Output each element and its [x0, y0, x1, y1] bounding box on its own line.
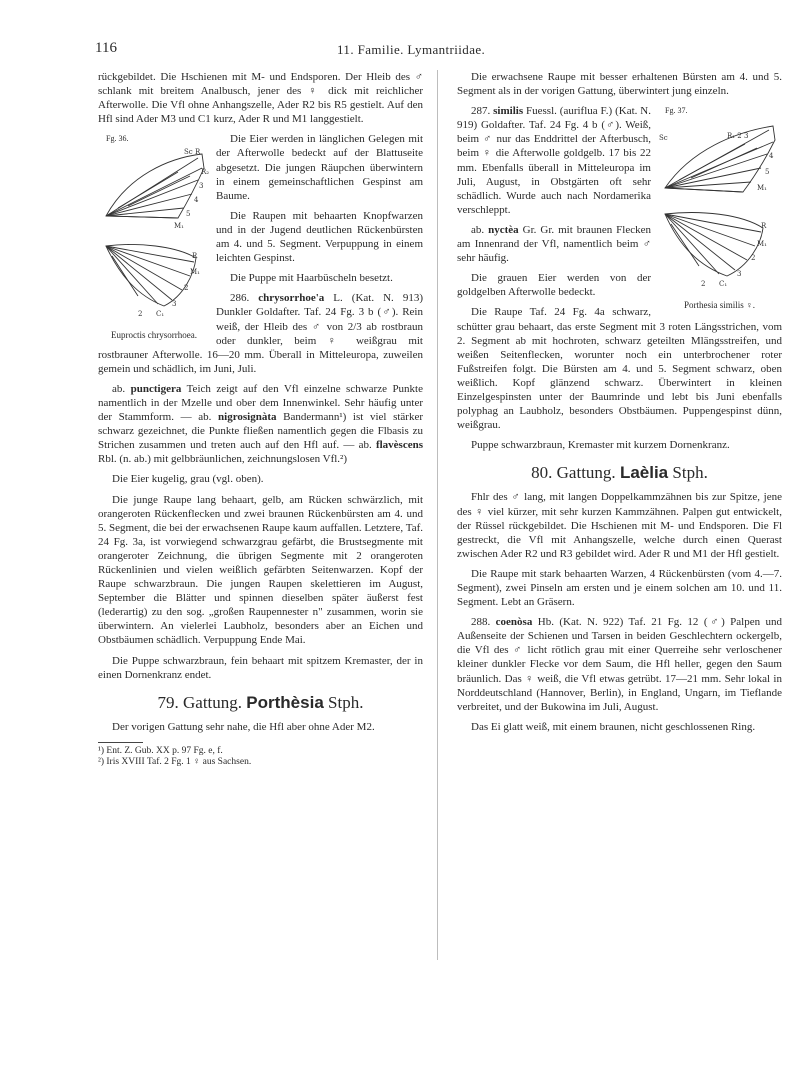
paragraph: Die Raupen mit behaarten Knopfwarzen und in der Jugend deutlichen Rückenbürsten am 4. und 5. Segment. Verpuppung in einem leichten Gespinst. — [216, 209, 423, 265]
column-divider — [437, 70, 438, 960]
aberration-name: nigrosignàta — [218, 411, 277, 424]
page-header — [95, 40, 785, 62]
wing-venation-diagram-icon — [98, 146, 210, 326]
svg-text:3: 3 — [199, 182, 204, 191]
paragraph: Fhlr des ♂ lang, mit langen Doppelkammzähnen bis zur Spitze, jene des ♀ viel kürzer, mit sehr kurzen Kammzähnen. Palpen gut entwickelt, der Rüssel rückgebildet. Die Hschienen mit M- und Endsporen. Die Fl gestreckt, die Vfl mit Anhangszelle, welche durch einen Querast zwischen Ader R2 und R3 gebildet wird. Ader R und M1 der Hfl gestielt. — [457, 491, 782, 560]
figure-label: Fg. 37. — [665, 106, 688, 116]
figure-37 — [657, 104, 782, 312]
svg-text:R₂: R₂ — [201, 168, 210, 177]
footnote: ²) Iris XVIII Taf. 2 Fg. 1 ♀ aus Sachsen. — [98, 756, 252, 767]
genus-heading — [457, 463, 782, 483]
species-number: 287. — [471, 105, 491, 118]
paragraph: Das Ei glatt weiß, mit einem braunen, nicht geschlossenen Ring. — [471, 720, 756, 733]
svg-text:3: 3 — [737, 270, 742, 279]
left-column — [98, 70, 423, 768]
svg-text:Sc: Sc — [659, 134, 668, 143]
species-number: 286. — [230, 292, 250, 305]
paragraph: Die junge Raupe lang behaart, gelb, am Rücken schwärzlich, mit orangeroten Rückenflecken und zwei braunen Rückenbürsten am 4. und 5. Segment, die bei der erwachsenen Raupe kaum auffallen. Letztere, Taf. 24 Fg. 3a, ist vorwiegend schwarzgrau gefärbt, die Brustsegmente mit orangeroter Zeichnung, die übrigen Segmente mit 2 orangeroten Rückenlinien und vielen weißlich gefärbten Seitenwarzen. Kopf der Raupe schwarzbraun. Die jungen Raupen skelettieren im August, September die Blätter und spinnen dieselben später äußerst fest (lederartig) zu den sog. „großen Raupennester n" zusammen, worin sie überwintern. An vielerlei Laubholz, besonders aber an Eichen und Obstbäumen schädlich. Verpuppung Ende Mai. — [98, 493, 423, 647]
species-entry — [457, 615, 782, 714]
paragraph: Die Raupe mit stark behaarten Warzen, 4 Rückenbürsten (vom 4.—7. Segment), zwei Pinseln am ersten und je einem solchen am 10. und 11. Segment. Lebt an Gräsern. — [457, 567, 782, 609]
svg-text:2: 2 — [138, 310, 143, 319]
paragraph: Der vorigen Gattung sehr nahe, die Hfl aber ohne Ader M2. — [112, 720, 375, 733]
svg-text:M₁: M₁ — [174, 222, 184, 231]
species-name: similis — [493, 105, 524, 118]
paragraph: Die Eier werden in länglichen Gelegen mit der Afterwolle bedeckt auf der Blattuseite abgesetzt. Die jungen Räupchen überwintern in einem gemeinschaftlichen Gespinst am Baume. — [216, 133, 423, 202]
svg-text:4: 4 — [194, 196, 199, 205]
footnote-rule — [98, 742, 143, 743]
aberration-name: flavèscens — [375, 439, 423, 452]
genus-name: Porthèsia — [246, 692, 324, 712]
paragraph: Die Puppe schwarzbraun, fein behaart mit spitzem Kremaster, der in einen Dornenkranz endet. — [98, 654, 423, 681]
genus-number: 80. Gattung. — [531, 463, 620, 483]
svg-text:M₁: M₁ — [757, 184, 767, 193]
page-number: 116 — [95, 40, 117, 56]
svg-text:5: 5 — [765, 168, 770, 177]
svg-text:M₁: M₁ — [757, 240, 767, 249]
species-description: L. (Kat. N. 913) Dunkler Goldafter. Taf. 24 Fg. 3 b (♂). Rein weiß, der Hleib des ♂ von 2/3 ab rostbraun oder dunkler, beim ♀ weißgrau mit rostbrauner Afterwolle. 16—20 mm. Überall in Mitteleuropa, zuweilen gemein und schädlich, im Juni, Juli. — [98, 292, 423, 375]
svg-text:5: 5 — [186, 210, 191, 219]
figure-caption: Porthesia similis ♀. — [683, 300, 755, 311]
right-column — [457, 70, 782, 740]
aberration-name: punctigera — [130, 382, 182, 395]
svg-text:Sc R: Sc R — [184, 148, 201, 157]
footnote: ¹) Ent. Z. Gub. XX p. 97 Fg. e, f. — [98, 745, 223, 756]
species-description: Hb. (Kat. N. 922) Taf. 21 Fg. 12 (♂) Palpen und Außenseite der Schienen und Tarsen in beiden Geschlechtern ockergelb, die Vfl des ♂ licht rötlich grau mit einer Querreihe sehr verloschener kleiner dunkler Flecke vor dem Saum, die Hfl heller, gegen den Saum bräunlich. Das ♀ weiß, die Vfl etwas getrübt. 17—21 mm. Sehr lokal in Norddeutschland (Hannover, Berlin), in England, Ungarn, im Tieflande verbreitet, und der Bukowina im Juli, August. — [457, 616, 783, 713]
paragraph: Puppe schwarzbraun, Kremaster mit kurzem Dornenkranz. — [471, 439, 730, 452]
aberration-description: Rbl. (n. ab.) mit gelbbräunlichen, zeichnungslosen Vfl.²) — [98, 453, 348, 466]
svg-text:3: 3 — [172, 300, 177, 309]
svg-text:C₁: C₁ — [156, 310, 165, 319]
ab-prefix: ab. — [112, 382, 131, 395]
figure-caption: Euproctis chrysorrhoea. — [111, 330, 197, 341]
running-title: 11. Familie. Lymantriidae. — [337, 42, 486, 57]
aberration-entry — [98, 382, 423, 467]
species-number: 288. — [471, 616, 491, 629]
aberration-description: Bandermann¹) ist viel stärker schwarz gezeichnet, die Punkte fließen namentlich gegen die Flbasis zu Strichen zusammen und treten auch auf den Hfl auf. — ab. — [98, 411, 424, 452]
svg-text:M₁: M₁ — [190, 268, 200, 277]
svg-text:R: R — [761, 222, 767, 231]
genus-author: Stph. — [668, 463, 708, 483]
ab-prefix: ab. — [471, 223, 489, 236]
svg-text:2: 2 — [751, 254, 756, 263]
svg-text:2: 2 — [184, 284, 189, 293]
paragraph: Die grauen Eier werden von der goldgelben Afterwolle bedeckt. — [457, 272, 651, 299]
paragraph: Die erwachsene Raupe mit besser erhaltenen Bürsten am 4. und 5. Segment als in der vorigen Gattung, überwintert jung einzeln. — [457, 71, 782, 98]
svg-text:2: 2 — [701, 280, 706, 289]
genus-number: 79. Gattung. — [157, 692, 247, 712]
aberration-description: Teich zeigt auf den Vfl einzelne schwarze Punkte namentlich in der Mzelle und ober dem Innenwinkel. Sehr häufig unter der Stammform. — ab. — [98, 382, 423, 424]
genus-heading — [98, 692, 423, 712]
genus-author: Stph. — [323, 692, 364, 712]
figure-label: Fg. 36. — [106, 134, 129, 144]
svg-text:4: 4 — [769, 152, 774, 161]
svg-text:C₁: C₁ — [719, 280, 728, 289]
figure-36 — [98, 132, 210, 342]
svg-text:R₁ 2 3: R₁ 2 3 — [727, 132, 749, 141]
species-name: chrysorrhoe'a — [258, 292, 325, 305]
species-description: Fuessl. (auriflua F.) (Kat. N. 919) Goldafter. Taf. 24 Fg. 4 b (♂). Weiß, beim ♂ nur das Enddrittel der Afterbusch, beim ♀ die Afterwolle goldgelb. 17 bis 22 mm. Ebenfalls überall in Mitteleuropa im Juli, August, in Obstgärten oft sehr schädlich. Wurde auch nach Nordamerika verschleppt. — [457, 105, 652, 216]
paragraph: Die Raupe Taf. 24 Fg. 4a schwarz, schütter grau behaart, das erste Segment mit 3 roten Längsstrichen, vom 2. Segment ab mit hochroten, schwarz geteilten Mlängsstreifen, und weißen Seitenflecken, worunter noch ein unterbrochener roter Fußstreifen folgt. Die Bürsten am 4. und 5. Segment schwarz, oben weißlich. Kopf glänzend schwarz. Überwintert in kleinen Einzelgespinsten unter der Baumrinde und lebt bis Juni ebenfalls polyphag an Laubholz, besonders Obstbäumen. Puppengespinst dünn, weißgrau. — [457, 306, 782, 432]
paragraph: Die Eier kugelig, grau (vgl. oben). — [112, 473, 264, 486]
paragraph: Die Puppe mit Haarbüscheln besetzt. — [230, 272, 393, 285]
genus-name: Laèlia — [619, 463, 669, 483]
aberration-description: Gr. Gr. mit braunen Flecken am Innenrand der Vfl, namentlich beim ♂ sehr häufig. — [457, 223, 651, 265]
wing-venation-diagram-icon — [657, 118, 782, 296]
aberration-name: nyctèa — [488, 223, 519, 236]
paragraph: rückgebildet. Die Hschienen mit M- und Endsporen. Der Hleib des ♂ schlank mit breitem Analbusch, jener des ♀ dick mit reichlicher Afterwolle. Die Vfl ohne Anhangszelle, Ader R2 bis R5 gestielt. Auf den Hfl sind Ader M3 und C1 kurz, Ader R und M1 langgestielt. — [98, 71, 423, 126]
species-name: coenòsa — [495, 616, 533, 629]
svg-text:R: R — [192, 252, 198, 261]
